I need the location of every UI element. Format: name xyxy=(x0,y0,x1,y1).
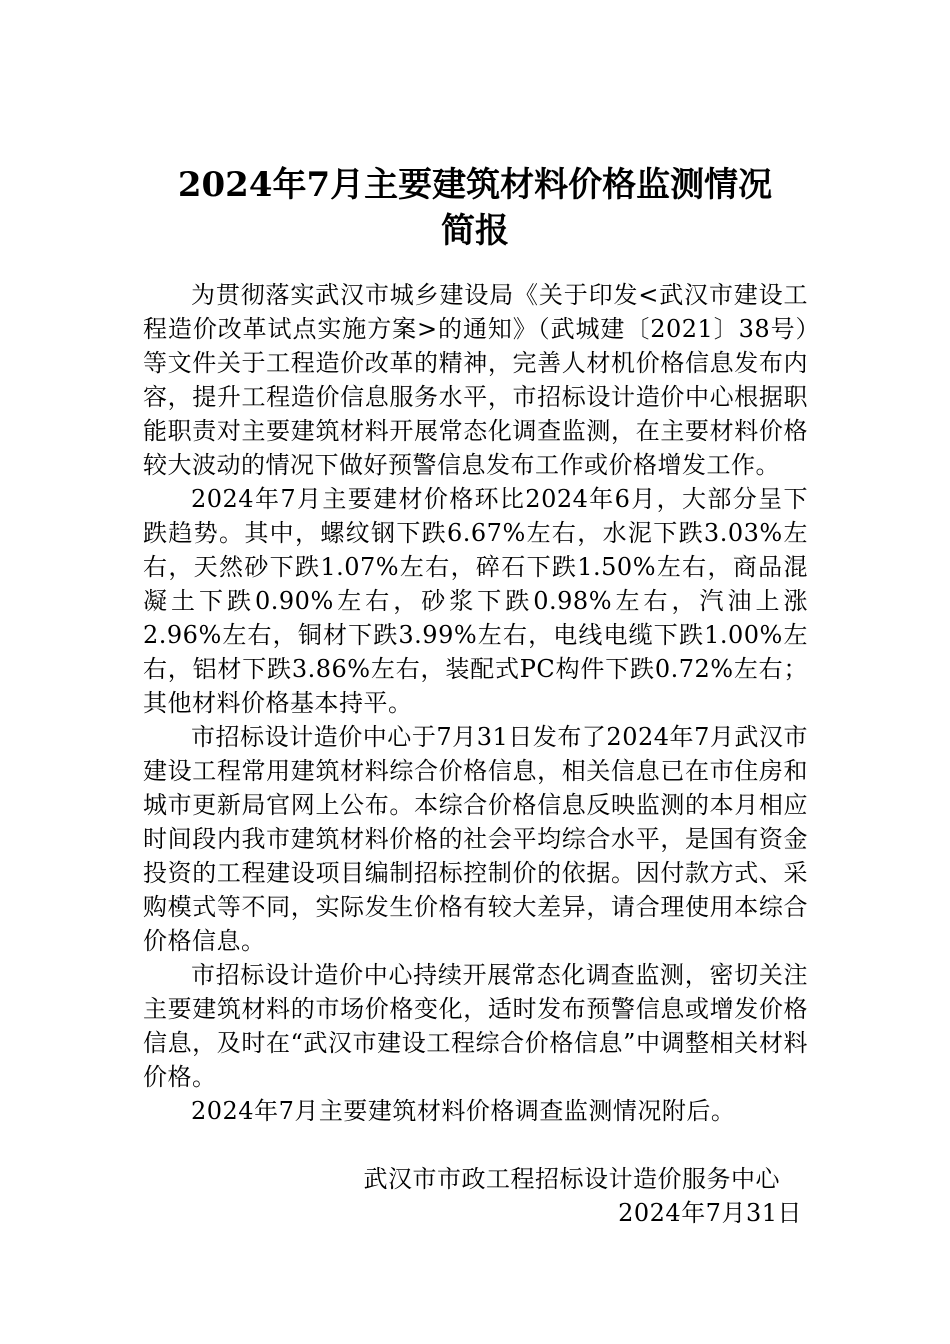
paragraph-publication: 市招标设计造价中心于7月31日发布了2024年7月武汉市建设工程常用建筑材料综合价格信息，相关信息已在市住房和城市更新局官网上公布。本综合价格信息反映监测的本月相应时间段内我市建筑材料价格的社会平均综合水平，是国有资金投资的工程建设项目编制招标控制价的依据。因付款方式、采购模式等不同，实际发生价格有较大差异，请合理使用本综合价格信息。 xyxy=(143,723,808,955)
signature-organization: 武汉市市政工程招标设计造价服务中心 xyxy=(363,1165,780,1193)
document-body xyxy=(143,278,808,1128)
document-title-line1: 2024年7月主要建筑材料价格监测情况 xyxy=(177,165,773,205)
signature-date: 2024年7月31日 xyxy=(618,1199,802,1227)
document-title-line2: 简报 xyxy=(441,211,509,251)
paragraph-price-changes: 2024年7月主要建材价格环比2024年6月，大部分呈下跌趋势。其中，螺纹钢下跌6.67%左右，水泥下跌3.03%左右，天然砂下跌1.07%左右，碎石下跌1.50%左右，商品混凝土下跌0.90%左右，砂浆下跌0.98%左右，汽油上涨2.96%左右，铜材下跌3.99%左右，电线电缆下跌1.00%左右，铝材下跌3.86%左右，装配式PC构件下跌0.72%左右；其他材料价格基本持平。 xyxy=(143,485,808,717)
paragraph-attachment-note: 2024年7月主要建筑材料价格调查监测情况附后。 xyxy=(191,1097,736,1125)
paragraph-intro: 为贯彻落实武汉市城乡建设局《关于印发<武汉市建设工程造价改革试点实施方案>的通知》（武城建〔2021〕38号）等文件关于工程造价改革的精神，完善人材机价格信息发布内容，提升工程造价信息服务水平，市招标设计造价中心根据职能职责对主要建筑材料开展常态化调查监测，在主要材料价格较大波动的情况下做好预警信息发布工作或价格增发工作。 xyxy=(143,281,808,479)
paragraph-monitoring: 市招标设计造价中心持续开展常态化调查监测，密切关注主要建筑材料的市场价格变化，适时发布预警信息或增发价格信息，及时在“武汉市建设工程综合价格信息”中调整相关材料价格。 xyxy=(143,961,808,1091)
